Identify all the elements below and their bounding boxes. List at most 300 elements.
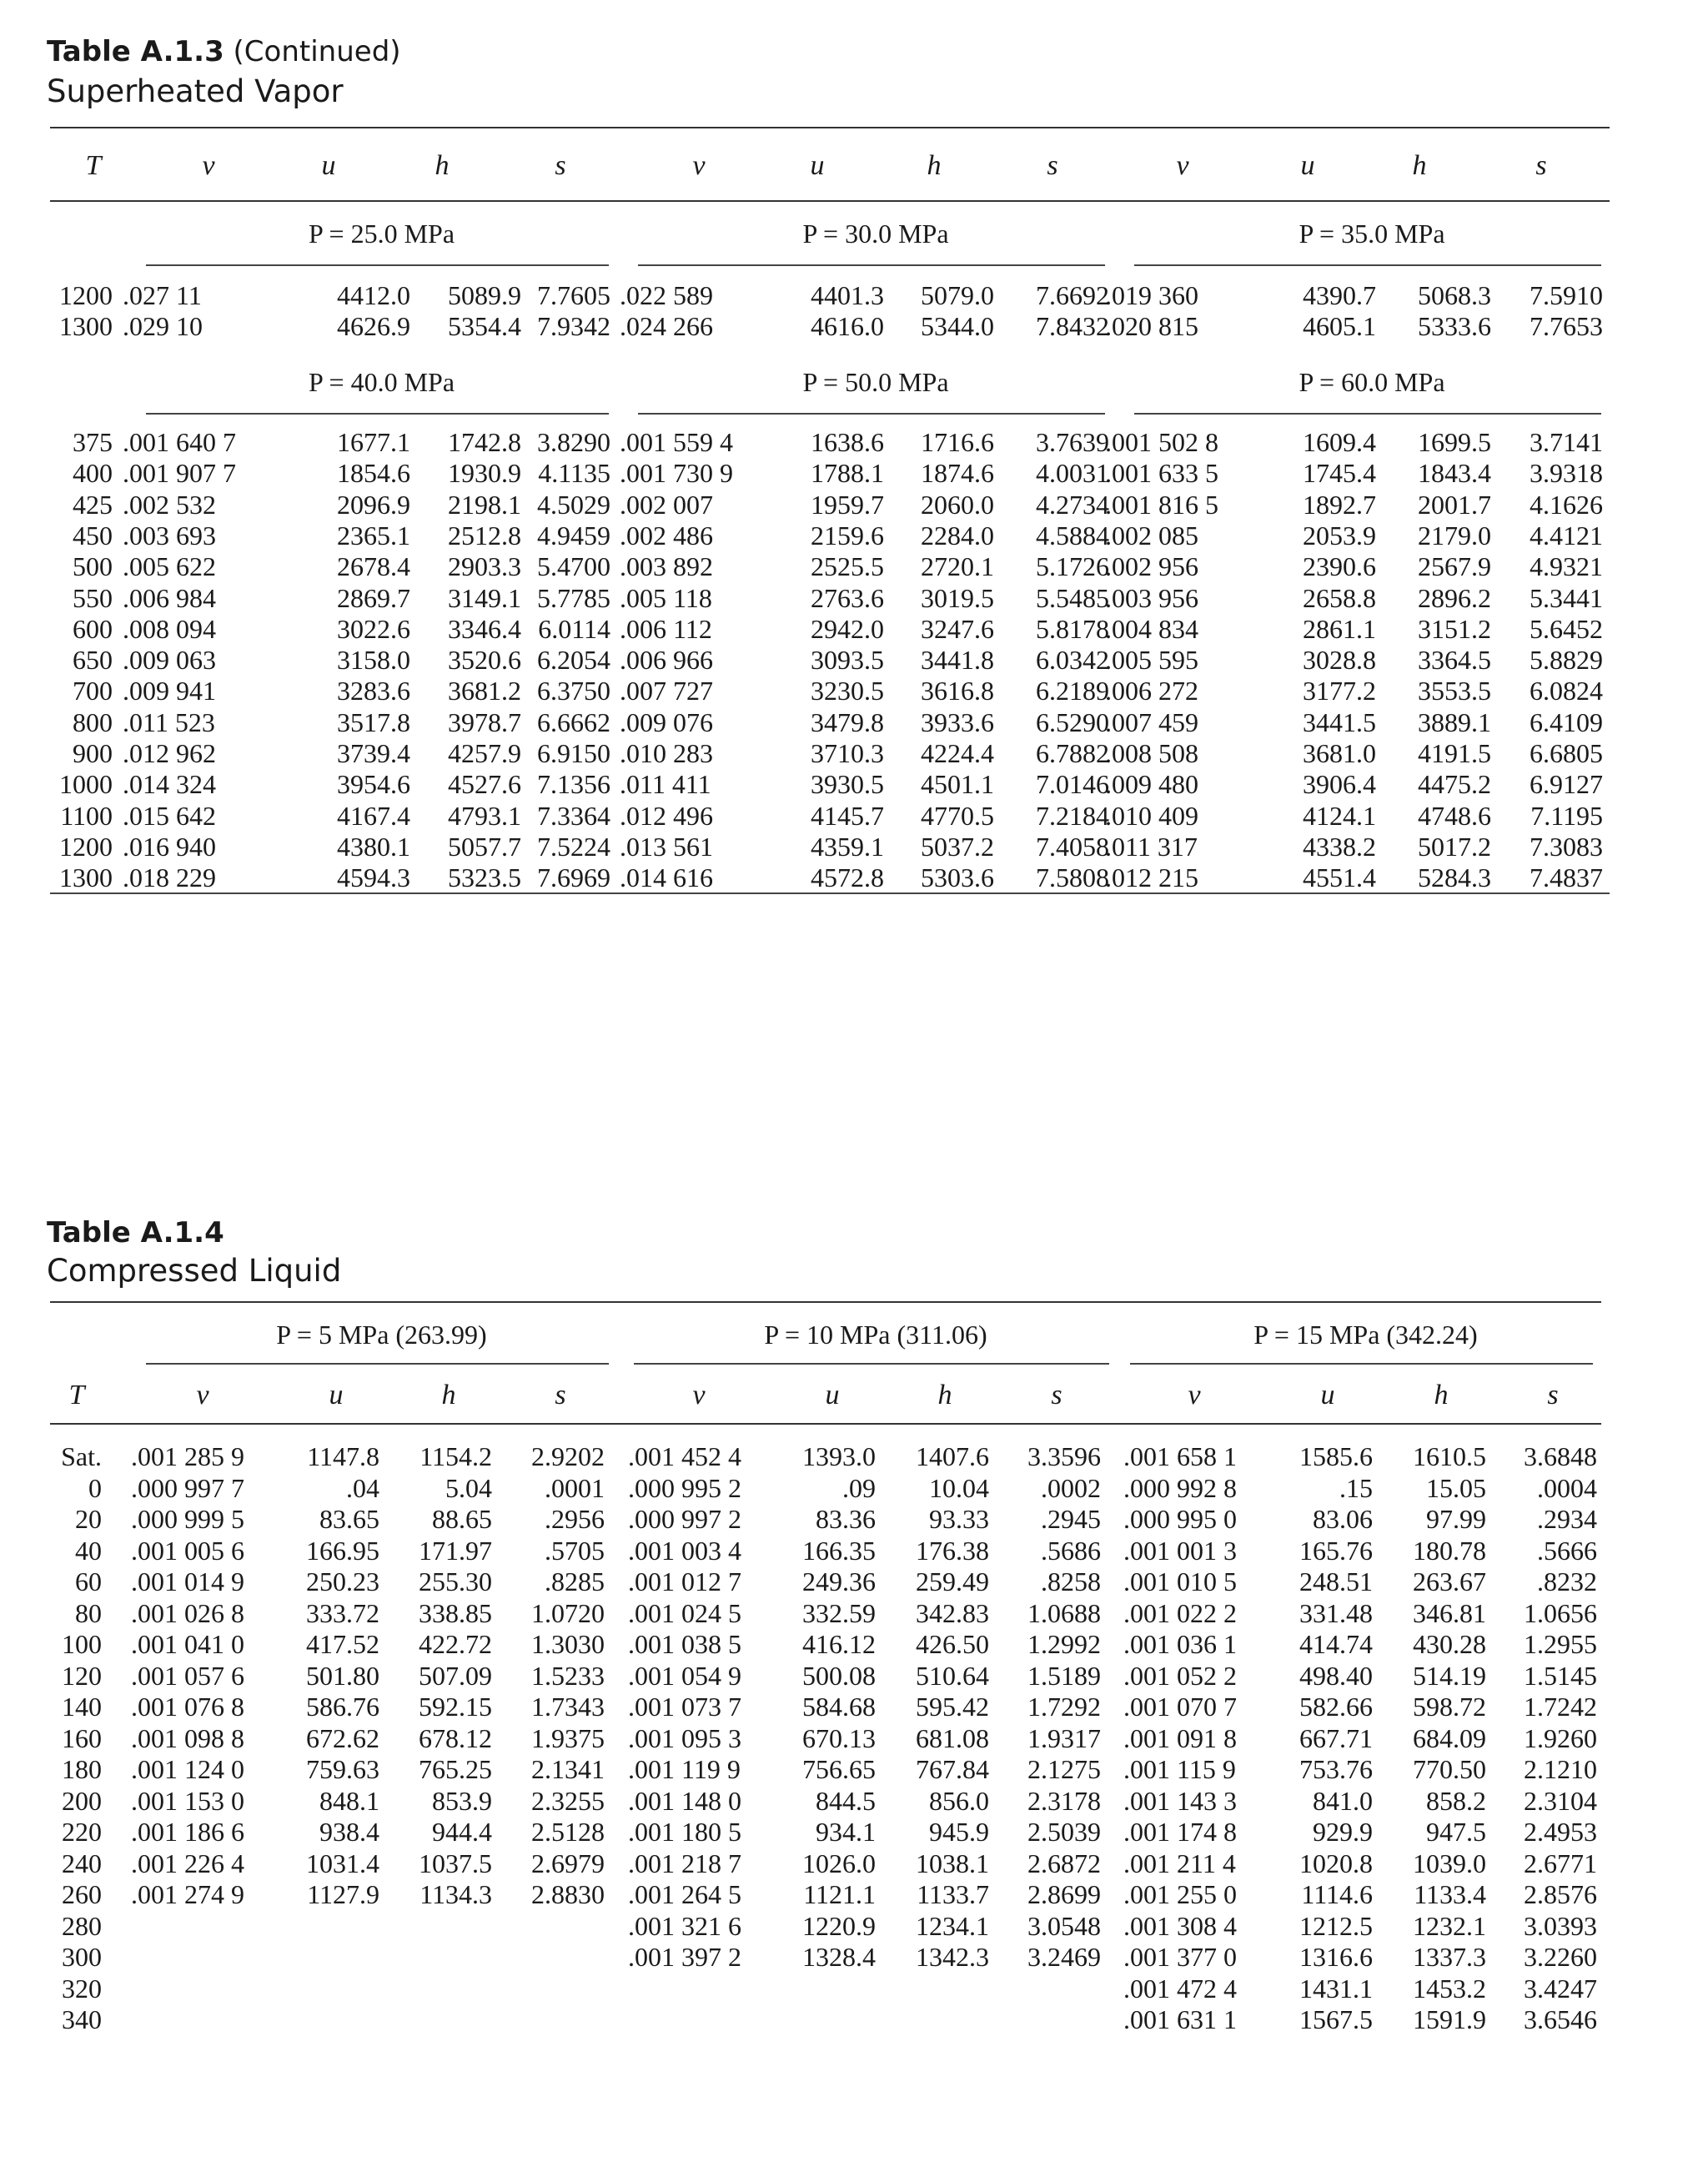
table-a14-value-cell: .001 255 0 [1123,1879,1237,1909]
table-a14-temperature-cell: 300 [62,1942,102,1972]
table-a13-value-cell: 2512.8 [448,520,521,551]
table-a13-value-cell: 4145.7 [811,800,884,831]
table-a14-value-cell: 1.0656 [1524,1597,1597,1628]
table-a14-temperature-cell: 260 [62,1879,102,1909]
table-a14-value-cell: .2945 [1041,1504,1101,1534]
table-a14-value-cell: 1037.5 [419,1848,492,1878]
table-a13-value-cell: 7.7605 [537,280,610,310]
table-a13-value-cell: 7.9342 [537,311,610,342]
table-a14-col-header-u: u [1320,1380,1335,1410]
table-a14-value-cell: 507.09 [419,1660,492,1691]
table-a14-value-cell: .001 095 3 [628,1722,741,1753]
table-a14-value-cell: .0002 [1041,1472,1101,1503]
table-a13-value-cell: 5.5485 [1036,582,1109,613]
table-a14-col-header-s: s [1051,1380,1062,1410]
table-a13-col-header-v: v [1176,150,1189,181]
table-a13-value-cell: 6.4109 [1530,706,1603,737]
table-a13-value-cell: 7.2184 [1036,800,1109,831]
table-a14-value-cell: 331.48 [1299,1597,1373,1628]
table-a13-value-cell: .010 283 [620,738,713,768]
table-a14-value-cell: 2.1341 [531,1754,605,1784]
table-a14-temperature-cell: 180 [62,1754,102,1784]
table-a13-value-cell: 1788.1 [811,458,884,489]
table-a13-col-header-u: u [321,150,336,181]
table-a14-value-cell: 3.6848 [1524,1441,1597,1471]
table-a14-value-cell: .001 026 8 [131,1597,244,1628]
table-a14-value-cell: 598.72 [1413,1692,1486,1722]
table-a13-value-cell: 2525.5 [811,551,884,582]
table-a13-value-cell: .006 966 [620,645,713,676]
table-a13-value-cell: 6.5290 [1036,706,1109,737]
table-a14-value-cell: 180.78 [1413,1535,1486,1566]
table-a13-value-cell: .009 063 [123,645,216,676]
table-a14-value-cell: .001 014 9 [131,1566,244,1596]
table-a13-value-cell: 2284.0 [921,520,994,551]
table-a14-col-header-s: s [555,1380,566,1410]
table-a13-value-cell: 5.7785 [537,582,610,613]
table-a13-value-cell: 5344.0 [921,311,994,342]
table-a13-col-header-s: s [1535,150,1547,181]
table-a13-value-cell: 2001.7 [1418,489,1491,520]
table-a13-value-cell: .027 11 [123,280,202,310]
table-a14-value-cell: 1585.6 [1299,1441,1373,1471]
table-a13-value-cell: 6.6805 [1530,738,1603,768]
table-a14-pressure-rule [634,1363,1109,1365]
table-a13-value-cell: 5.1726 [1036,551,1109,582]
table-a14-value-cell: .001 115 9 [1123,1754,1236,1784]
table-a14-title [47,1216,224,1249]
table-a13-value-cell: 3954.6 [337,769,410,800]
table-a14-number: Table A.1.4 [47,1216,224,1249]
table-a14-value-cell: .2956 [545,1504,605,1534]
table-a14-col-header-h: h [937,1380,952,1410]
table-a13-col-header-s: s [1047,150,1058,181]
table-a13-temperature-cell: 700 [73,676,113,706]
table-a13-subtitle: Superheated Vapor [47,73,344,109]
table-a13-value-cell: 2179.0 [1418,520,1491,551]
table-a14-value-cell: 15.05 [1426,1472,1486,1503]
table-a13-pressure-label: P = 50.0 MPa [802,367,949,397]
table-a14-value-cell: .001 472 4 [1123,1973,1237,2004]
table-a13-value-cell: 1843.4 [1418,458,1491,489]
table-a14-value-cell: .001 052 2 [1123,1660,1237,1691]
table-a14-value-cell: 93.33 [929,1504,989,1534]
table-a14-value-cell: .5686 [1041,1535,1101,1566]
table-a13-value-cell: 5.4700 [537,551,610,582]
table-a13-value-cell: 5.6452 [1530,613,1603,644]
table-a13-value-cell: 3247.6 [921,613,994,644]
table-a14-value-cell: 171.97 [419,1535,492,1566]
table-a13-title [47,35,401,68]
table-a14-value-cell: 1026.0 [802,1848,876,1878]
table-a14-value-cell: .001 005 6 [131,1535,244,1566]
table-a14-value-cell: 2.6979 [531,1848,605,1878]
table-a13-value-cell: 3553.5 [1418,676,1491,706]
table-a13-value-cell: 3230.5 [811,676,884,706]
table-a14-pressure-rule [146,1363,609,1365]
table-a14-value-cell: .001 143 3 [1123,1785,1237,1816]
table-a13-value-cell: .002 007 [620,489,713,520]
table-a14-value-cell: 514.19 [1413,1660,1486,1691]
table-a14-value-cell: 332.59 [802,1597,876,1628]
table-a14-temperature-cell: 80 [75,1597,102,1628]
table-a14-value-cell: .001 308 4 [1123,1910,1237,1941]
table-a13-pressure-rule [146,264,609,266]
table-a14-value-cell: 1.5145 [1524,1660,1597,1691]
table-a13-temperature-cell: 1200 [59,280,113,310]
table-a13-value-cell: 4338.2 [1303,831,1376,862]
table-a13-value-cell: 2720.1 [921,551,994,582]
table-a13-value-cell: .002 486 [620,520,713,551]
table-a14-temperature-cell: 20 [75,1504,102,1534]
table-a14-value-cell: .001 285 9 [131,1441,244,1471]
table-a13-value-cell: 2060.0 [921,489,994,520]
table-a14-value-cell: 2.3104 [1524,1785,1597,1816]
table-a14-temperature-cell: Sat. [61,1441,102,1471]
table-a13-col-header-u: u [810,150,825,181]
table-a13-value-cell: .001 502 8 [1105,427,1218,457]
table-a14-value-cell: 1.7292 [1027,1692,1101,1722]
table-a14-value-cell: 2.9202 [531,1441,605,1471]
table-a14-value-cell: 83.06 [1313,1504,1373,1534]
table-a13-value-cell: 6.0824 [1530,676,1603,706]
table-a14-value-cell: 1020.8 [1299,1848,1373,1878]
table-a13-pressure-rule [146,413,609,415]
table-a14-value-cell: .001 452 4 [628,1441,741,1471]
table-a14-value-cell: 853.9 [432,1785,492,1816]
table-a13-value-cell: 3616.8 [921,676,994,706]
table-a14-value-cell: 1154.2 [419,1441,492,1471]
table-a13-value-cell: .001 907 7 [123,458,236,489]
table-a14-value-cell: 3.0548 [1027,1910,1101,1941]
table-a13-value-cell: 1930.9 [448,458,521,489]
table-a13-value-cell: 2053.9 [1303,520,1376,551]
table-a14-value-cell: .04 [346,1472,379,1503]
table-a14-value-cell: 498.40 [1299,1660,1373,1691]
table-a14-value-cell: 259.49 [916,1566,989,1596]
table-a13-header-rule [50,200,1610,202]
table-a14-pressure-label: P = 5 MPa (263.99) [276,1320,487,1350]
table-a14-value-cell: .001 174 8 [1123,1817,1237,1847]
table-a14-value-cell: 166.95 [306,1535,379,1566]
table-a13-value-cell: .005 622 [123,551,216,582]
table-a13-value-cell: 3681.2 [448,676,521,706]
table-a13-value-cell: 4.1626 [1530,489,1603,520]
table-a13-value-cell: 4572.8 [811,862,884,893]
table-a13-temperature-cell: 500 [73,551,113,582]
table-a13-value-cell: 4224.4 [921,738,994,768]
table-a14-col-header-u: u [825,1380,840,1410]
table-a13-value-cell: 4.5884 [1036,520,1109,551]
table-a13-bottom-rule [50,892,1610,894]
table-a14-value-cell: .001 226 4 [131,1848,244,1878]
table-a13-value-cell: 2567.9 [1418,551,1491,582]
table-a13-value-cell: 3889.1 [1418,706,1491,737]
table-a13-value-cell: 3681.0 [1303,738,1376,768]
table-a14-value-cell: .001 119 9 [628,1754,741,1784]
table-a13-value-cell: 5057.7 [448,831,521,862]
table-a13-value-cell: 6.2189 [1036,676,1109,706]
table-a13-temperature-cell: 800 [73,706,113,737]
table-a14-value-cell: 88.65 [432,1504,492,1534]
table-a13-value-cell: 5303.6 [921,862,994,893]
table-a14-temperature-cell: 160 [62,1722,102,1753]
table-a13-value-cell: 3710.3 [811,738,884,768]
table-a14-value-cell: 1.7242 [1524,1692,1597,1722]
table-a13-value-cell: 4.1135 [538,458,610,489]
table-a14-value-cell: .001 054 9 [628,1660,741,1691]
table-a14-value-cell: 263.67 [1413,1566,1486,1596]
table-a13-temperature-cell: 425 [73,489,113,520]
table-a14-value-cell: 2.8576 [1524,1879,1597,1909]
table-a13-value-cell: 2658.8 [1303,582,1376,613]
table-a14-value-cell: .001 057 6 [131,1660,244,1691]
table-a14-value-cell: .001 012 7 [628,1566,741,1596]
table-a13-value-cell: 2903.3 [448,551,521,582]
table-a14-header-rule [50,1423,1601,1425]
table-a13-value-cell: .001 633 5 [1105,458,1218,489]
table-a14-value-cell: 2.3178 [1027,1785,1101,1816]
table-a13-value-cell: .003 693 [123,520,216,551]
table-a13-value-cell: .012 962 [123,738,216,768]
table-a13-value-cell: 5284.3 [1418,862,1491,893]
table-a13-value-cell: 1959.7 [811,489,884,520]
table-a14-value-cell: .001 070 7 [1123,1692,1237,1722]
table-a13-pressure-rule [1134,413,1601,415]
table-a14-value-cell: 756.65 [802,1754,876,1784]
table-a14-value-cell: 1567.5 [1299,2004,1373,2034]
table-a13-value-cell: .002 085 [1105,520,1198,551]
table-a13-value-cell: .014 324 [123,769,216,800]
table-a13-number: Table A.1.3 [47,35,224,68]
table-a13-value-cell: 7.5808 [1036,862,1109,893]
table-a13-value-cell: .001 640 7 [123,427,236,457]
table-a14-value-cell: 165.76 [1299,1535,1373,1566]
table-a14-value-cell: 1.7343 [531,1692,605,1722]
table-a13-pressure-label: P = 35.0 MPa [1299,219,1445,249]
table-a14-value-cell: 83.65 [319,1504,379,1534]
table-a14-value-cell: .001 010 5 [1123,1566,1237,1596]
table-a13-value-cell: 3933.6 [921,706,994,737]
table-a14-value-cell: 3.4247 [1524,1973,1597,2004]
table-a14-value-cell: 1591.9 [1413,2004,1486,2034]
table-a13-value-cell: 1609.4 [1303,427,1376,457]
table-a14-value-cell: 1342.3 [916,1942,989,1972]
table-a13-value-cell: 5333.6 [1418,311,1491,342]
table-a13-value-cell: 4551.4 [1303,862,1376,893]
table-a14-value-cell: 753.76 [1299,1754,1373,1784]
table-a13-value-cell: .009 076 [620,706,713,737]
table-a14-value-cell: 670.13 [802,1722,876,1753]
table-a14-value-cell: 1.9260 [1524,1722,1597,1753]
table-a14-value-cell: .001 148 0 [628,1785,741,1816]
table-a13-value-cell: .016 940 [123,831,216,862]
table-a14-value-cell: 1.3030 [531,1629,605,1659]
table-a13-value-cell: 5.3441 [1530,582,1603,613]
table-a13-value-cell: 5.8829 [1530,645,1603,676]
table-a14-value-cell: .001 073 7 [628,1692,741,1722]
table-a13-value-cell: .018 229 [123,862,216,893]
table-a14-value-cell: 934.1 [816,1817,876,1847]
table-a14-value-cell: .001 264 5 [628,1879,741,1909]
table-a13-value-cell: 3739.4 [337,738,410,768]
table-a13-value-cell: 3.9318 [1530,458,1603,489]
table-a14-value-cell: .000 995 0 [1123,1504,1237,1534]
table-a14-value-cell: 1.5189 [1027,1660,1101,1691]
table-a14-value-cell: 3.2469 [1027,1942,1101,1972]
table-a13-value-cell: 2096.9 [337,489,410,520]
table-a13-value-cell: .006 984 [123,582,216,613]
table-a13-value-cell: .011 317 [1105,831,1198,862]
table-a14-value-cell: 5.04 [445,1472,492,1503]
table-a14-value-cell: .001 211 4 [1123,1848,1236,1878]
table-a14-value-cell: .001 003 4 [628,1535,741,1566]
table-a13-value-cell: 4.9321 [1530,551,1603,582]
table-a13-temperature-cell: 1200 [59,831,113,862]
table-a14-temperature-cell: 220 [62,1817,102,1847]
table-a13-value-cell: 2678.4 [337,551,410,582]
table-a13-pressure-label: P = 25.0 MPa [308,219,455,249]
table-a14-value-cell: .000 997 7 [131,1472,244,1503]
table-a14-value-cell: .001 631 1 [1123,2004,1237,2034]
table-a13-value-cell: 5089.9 [448,280,521,310]
table-a14-value-cell: 2.5039 [1027,1817,1101,1847]
table-a13-value-cell: .009 480 [1105,769,1198,800]
table-a14-value-cell: .001 091 8 [1123,1722,1237,1753]
table-a13-temperature-cell: 450 [73,520,113,551]
table-a13-value-cell: 3151.2 [1418,613,1491,644]
table-a14-temperature-cell: 320 [62,1973,102,2004]
table-a13-temperature-cell: 600 [73,613,113,644]
table-a13-value-cell: 7.3364 [537,800,610,831]
table-a13-value-cell: 3517.8 [337,706,410,737]
table-a13-pressure-rule [638,413,1105,415]
table-a13-temperature-cell: 375 [73,427,113,457]
table-a14-temperature-cell: 140 [62,1692,102,1722]
table-a14-pressure-label: P = 10 MPa (311.06) [764,1320,987,1350]
table-a13-value-cell: 6.0114 [538,613,610,644]
table-a13-value-cell: 7.1195 [1530,800,1603,831]
table-a14-value-cell: 765.25 [419,1754,492,1784]
table-a14-value-cell: 947.5 [1426,1817,1486,1847]
table-a14-value-cell: 3.6546 [1524,2004,1597,2034]
table-a14-value-cell: 1212.5 [1299,1910,1373,1941]
table-a14-temperature-cell: 280 [62,1910,102,1941]
table-a14-pressure-label: P = 15 MPa (342.24) [1253,1320,1478,1350]
table-a14-value-cell: 414.74 [1299,1629,1373,1659]
table-a13-value-cell: .011 523 [123,706,215,737]
table-a14-value-cell: 1453.2 [1413,1973,1486,2004]
table-a14-value-cell: 97.99 [1426,1504,1486,1534]
table-a14-pressure-rule [1130,1363,1593,1365]
table-a13-value-cell: 1638.6 [811,427,884,457]
table-a14-value-cell: 1121.1 [803,1879,876,1909]
table-a14-value-cell: 248.51 [1299,1566,1373,1596]
table-a13-value-cell: .008 508 [1105,738,1198,768]
table-a14-value-cell: 510.64 [916,1660,989,1691]
table-a13-value-cell: 4770.5 [921,800,994,831]
table-a13-col-header-h: h [1412,150,1427,181]
table-a14-value-cell: .001 153 0 [131,1785,244,1816]
table-a13-value-cell: 1699.5 [1418,427,1491,457]
table-a13-pressure-label: P = 40.0 MPa [308,367,455,397]
table-a14-temperature-cell: 100 [62,1629,102,1659]
table-a14-value-cell: 684.09 [1413,1722,1486,1753]
table-a13-value-cell: 3479.8 [811,706,884,737]
table-a14-value-cell: 417.52 [306,1629,379,1659]
table-a14-value-cell: 678.12 [419,1722,492,1753]
table-a13-value-cell: 4191.5 [1418,738,1491,768]
table-a14-value-cell: .001 076 8 [131,1692,244,1722]
table-a14-value-cell: .001 180 5 [628,1817,741,1847]
table-a13-value-cell: .007 727 [620,676,713,706]
table-a14-value-cell: 1147.8 [307,1441,379,1471]
table-a13-value-cell: 2159.6 [811,520,884,551]
table-a13-value-cell: 2896.2 [1418,582,1491,613]
table-a13-value-cell: 1745.4 [1303,458,1376,489]
table-a14-value-cell: .001 041 0 [131,1629,244,1659]
table-a14-temperature-cell: 120 [62,1660,102,1691]
table-a14-value-cell: .001 124 0 [131,1754,244,1784]
table-a14-value-cell: 1133.4 [1414,1879,1486,1909]
table-a13-value-cell: 7.8432 [1036,311,1109,342]
table-a13-value-cell: .006 112 [620,613,712,644]
table-a13-value-cell: 4605.1 [1303,311,1376,342]
table-a13-value-cell: .014 616 [620,862,713,893]
table-a13-value-cell: 2365.1 [337,520,410,551]
table-a14-value-cell: 841.0 [1313,1785,1373,1816]
table-a13-col-header-v: v [202,150,215,181]
table-a14-value-cell: 767.84 [916,1754,989,1784]
table-a14-value-cell: 770.50 [1413,1754,1486,1784]
table-a14-value-cell: 500.08 [802,1660,876,1691]
table-a14-value-cell: 1039.0 [1413,1848,1486,1878]
table-a14-value-cell: 945.9 [929,1817,989,1847]
table-a14-value-cell: .001 186 6 [131,1817,244,1847]
table-a13-value-cell: .001 730 9 [620,458,733,489]
table-a13-value-cell: 7.7653 [1530,311,1603,342]
table-a14-value-cell: 2.5128 [531,1817,605,1847]
table-a13-value-cell: 3441.8 [921,645,994,676]
table-a14-col-header-h: h [441,1380,456,1410]
table-a14-value-cell: .8258 [1041,1566,1101,1596]
table-a13-value-cell: 3520.6 [448,645,521,676]
table-a13-value-cell: 3346.4 [448,613,521,644]
table-a13-value-cell: 2942.0 [811,613,884,644]
table-a13-value-cell: 1716.6 [921,427,994,457]
table-a14-value-cell: 2.6771 [1524,1848,1597,1878]
table-a13-col-header-h: h [435,150,450,181]
table-a13-value-cell: 4.5029 [537,489,610,520]
table-a14-value-cell: 3.3596 [1027,1441,1101,1471]
table-a14-value-cell: 1127.9 [307,1879,379,1909]
table-a14-value-cell: 2.8699 [1027,1879,1101,1909]
table-a13-value-cell: .001 559 4 [620,427,733,457]
table-a13-value-cell: 1677.1 [337,427,410,457]
table-a14-value-cell: 2.4953 [1524,1817,1597,1847]
table-a13-value-cell: 3.7141 [1530,427,1603,457]
table-a14-temperature-cell: 200 [62,1785,102,1816]
table-a14-value-cell: 416.12 [802,1629,876,1659]
table-a13-value-cell: 5017.2 [1418,831,1491,862]
table-a14-value-cell: .001 274 9 [131,1879,244,1909]
table-a14-value-cell: 1038.1 [916,1848,989,1878]
table-a13-col-header-h: h [927,150,942,181]
table-a14-value-cell: 848.1 [319,1785,379,1816]
table-a13-value-cell: 4.9459 [537,520,610,551]
table-a13-temperature-cell: 1300 [59,311,113,342]
table-a13-temperature-cell: 900 [73,738,113,768]
